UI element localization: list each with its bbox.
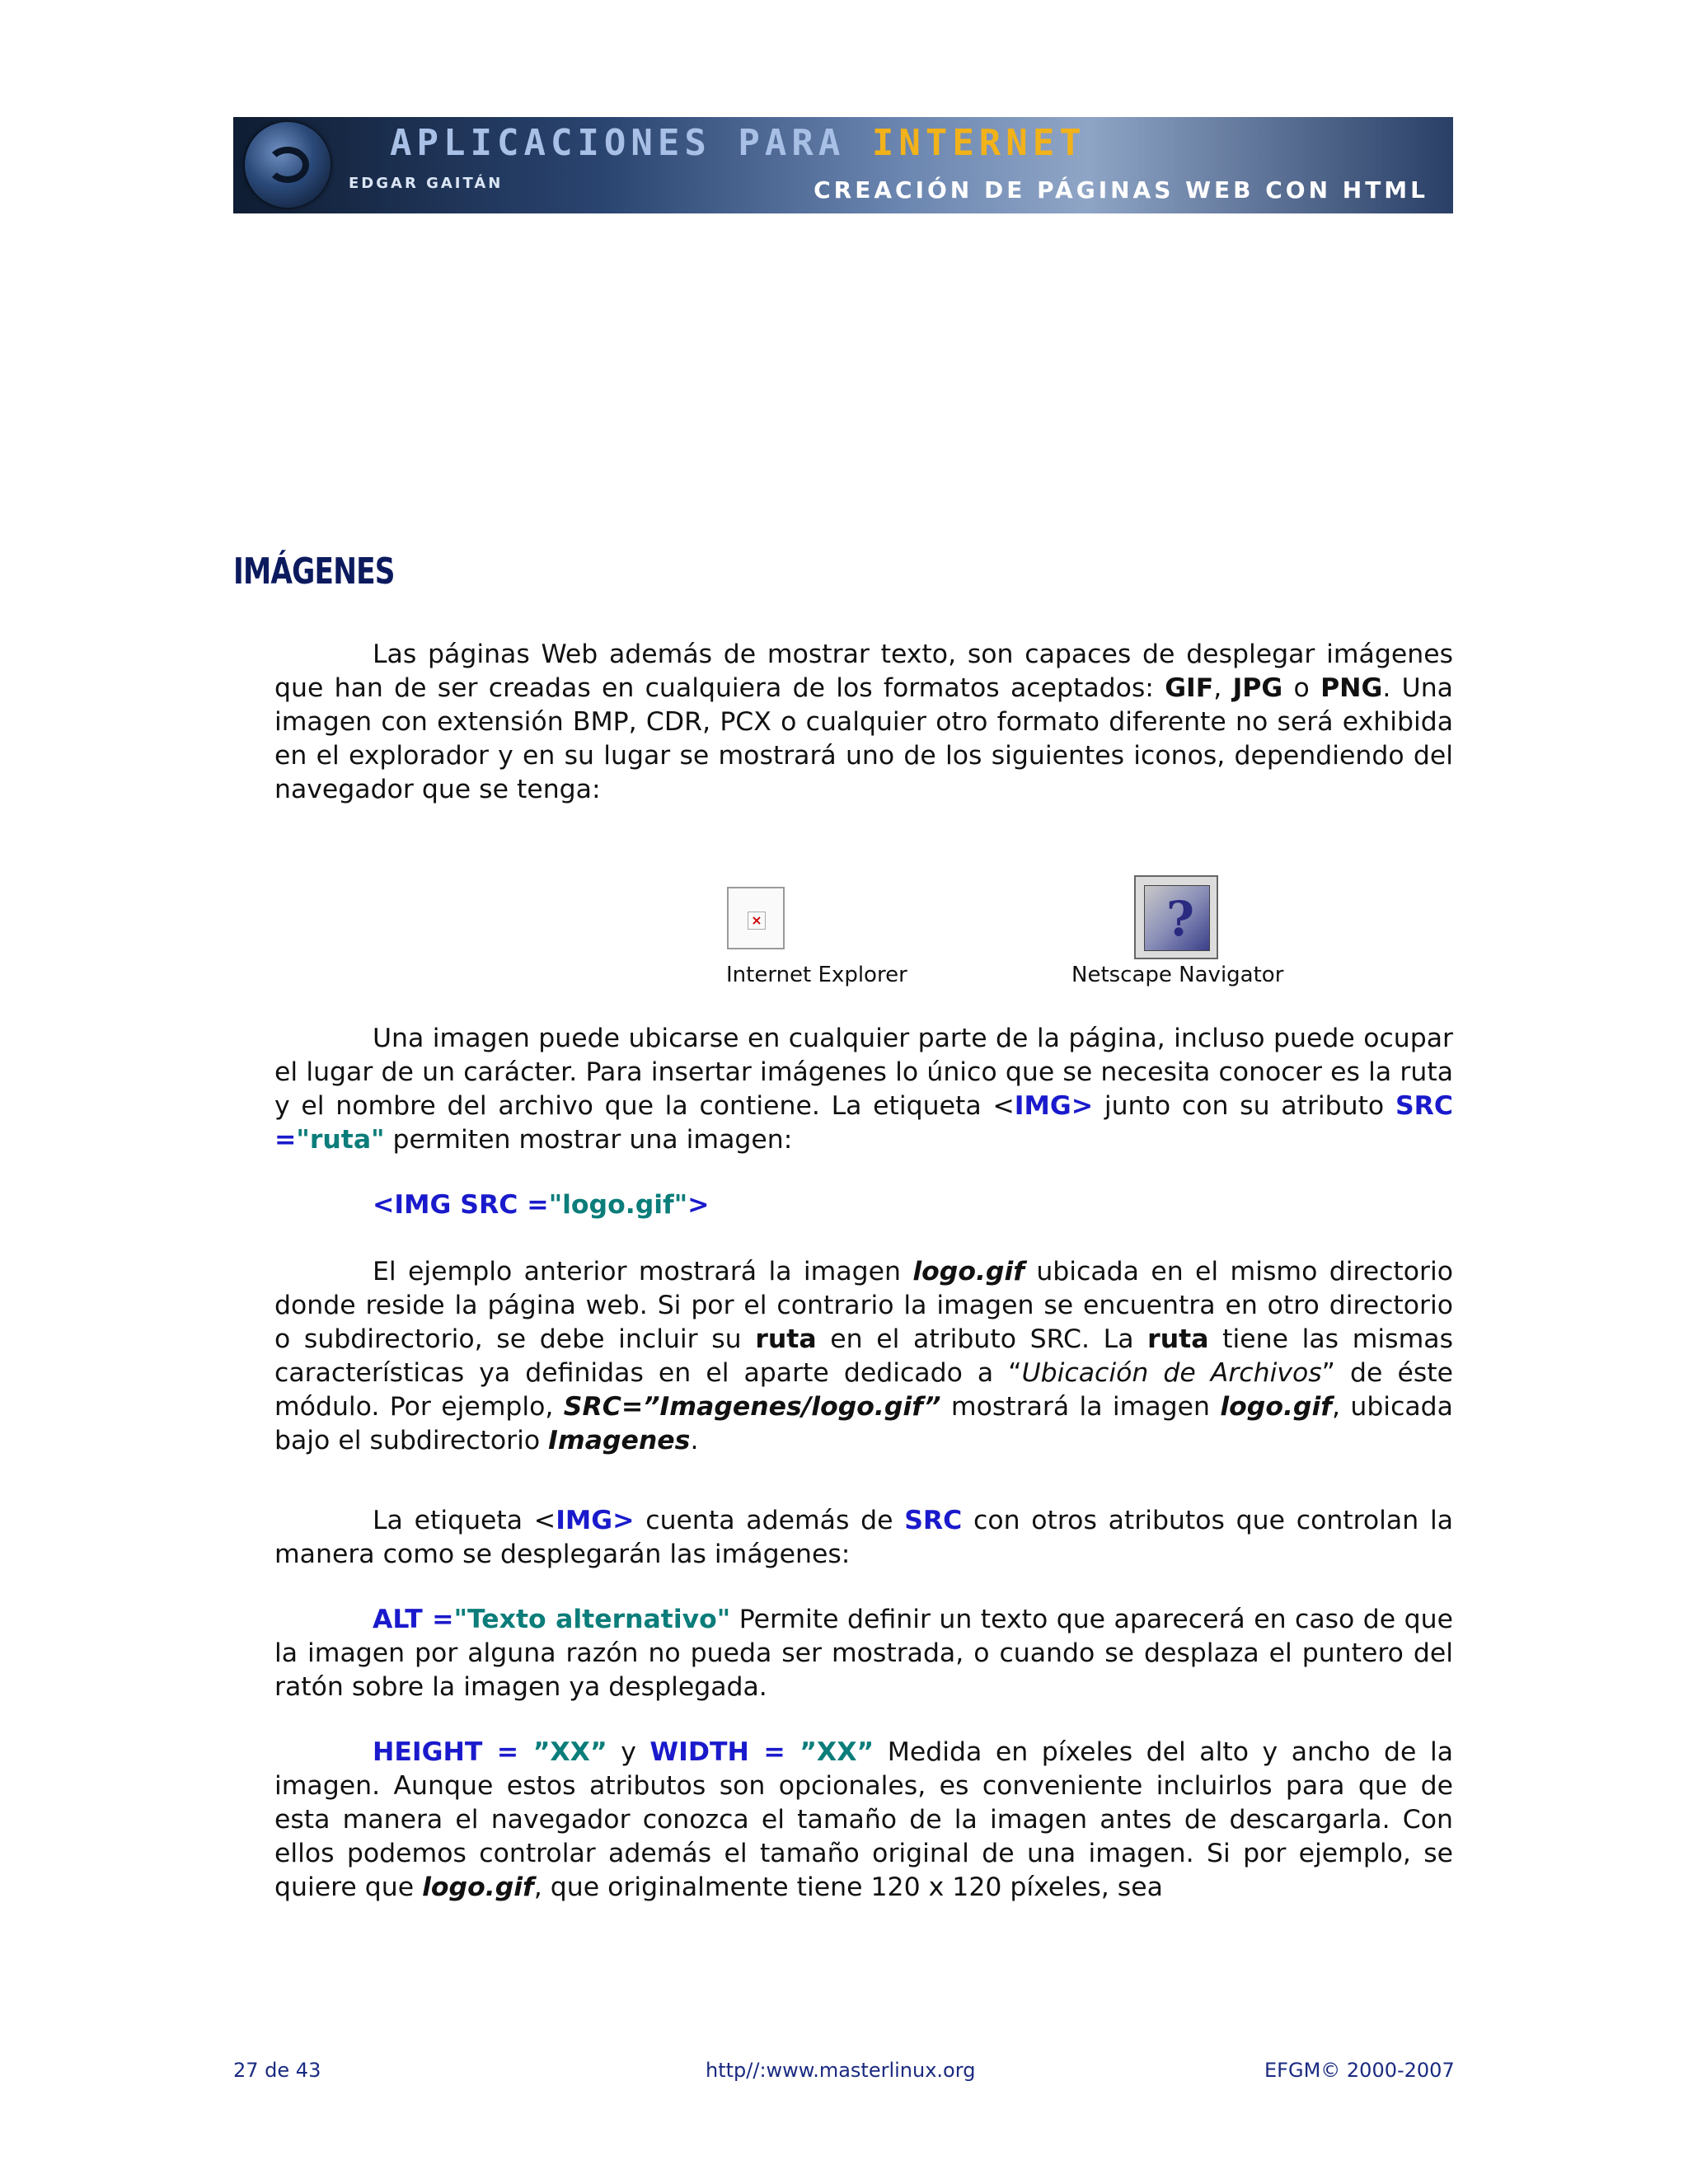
ie-label: Internet Explorer xyxy=(726,963,907,987)
broken-image-ie-icon: × xyxy=(727,887,785,949)
footer-copyright: EFGM© 2000-2007 xyxy=(1264,2059,1455,2082)
paragraph-formats: Las páginas Web además de mostrar texto, son capaces de desplegar imágenes que han de ser creadas en cualquiera de los formatos aceptados: GIF, JPG o PNG. Una imagen con extensión BMP, CDR, PCX o cualquier otro formato diferente no será exhibida en el explorador y en su lugar se mostrará uno de los siguientes iconos, dependiendo del navegador que se tenga: xyxy=(274,640,1453,804)
footer-page-number: 27 de 43 xyxy=(233,2059,321,2082)
footer-url: http//:www.masterlinux.org xyxy=(706,2059,976,2082)
banner-author: EDGAR GAITÁN xyxy=(349,175,504,192)
paragraph-alt: ALT ="Texto alternativo" Permite definir un texto que aparecerá en caso de que la imagen por alguna razón no pueda ser mostrada, o cuando se desplaza el puntero del ratón sobre la imagen ya desplegada. xyxy=(274,1605,1453,1702)
code-example: <IMG SRC ="logo.gif"> xyxy=(373,1190,710,1220)
banner-subtitle: CREACIÓN DE PÁGINAS WEB CON HTML xyxy=(814,176,1428,204)
paragraph-height-width: HEIGHT = ”XX” y WIDTH = ”XX” Medida en píxeles del alto y ancho de la imagen. Aunque estos atributos son opcionales, es conveniente incluirlos para que de esta manera el navegador conozca el tamaño de la imagen antes de descargarla. Con ellos podemos controlar además el tamaño original de una imagen. Si por ejemplo, se quiere que logo.gif, que originalmente tiene 120 x 120 píxeles, sea xyxy=(274,1737,1454,1902)
paragraph-img-tag: Una imagen puede ubicarse en cualquier parte de la página, incluso puede ocupar el lugar de un carácter. Para insertar imágenes lo único que se necesita conocer es la ruta y el nombre del archivo que la contiene. La etiqueta <IMG> junto con su atributo SRC ="ruta" permiten mostrar una imagen: xyxy=(274,1024,1453,1155)
header-banner xyxy=(233,117,1453,213)
paragraph-route: El ejemplo anterior mostrará la imagen logo.gif ubicada en el mismo directorio donde reside la página web. Si por el contrario la imagen se encuentra en otro directorio o subdirectorio, se debe incluir su ruta en el atributo SRC. La ruta tiene las mismas características ya definidas en el aparte dedicado a “Ubicación de Archivos” de éste módulo. Por ejemplo, SRC=”Imagenes/logo.gif” mostrará la imagen logo.gif, ubicada bajo el subdirectorio Imagenes. xyxy=(274,1257,1454,1455)
section-heading: IMÁGENES xyxy=(233,551,395,593)
broken-image-netscape-icon: ? xyxy=(1134,875,1218,959)
logo-icon xyxy=(245,122,331,208)
paragraph-attributes: La etiqueta <IMG> cuenta además de SRC con otros atributos que controlan la manera como se desplegarán las imágenes: xyxy=(274,1506,1453,1569)
banner-title: APLICACIONES PARA INTERNET xyxy=(390,122,1086,164)
netscape-label: Netscape Navigator xyxy=(1071,963,1284,987)
